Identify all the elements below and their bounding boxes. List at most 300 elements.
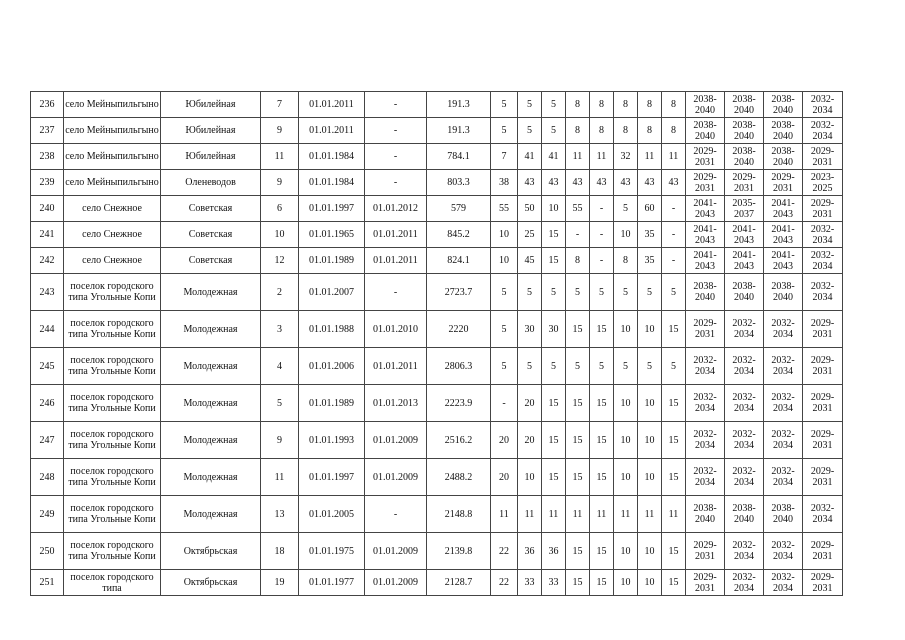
repair-period-cell: 2032-2034 (764, 570, 803, 596)
wear-percent-cell: 38 (491, 170, 518, 196)
wear-percent-cell: 43 (542, 170, 566, 196)
repair-period-cell: 2032-2034 (764, 422, 803, 459)
street-cell: Молодежная (161, 385, 261, 422)
table-body (31, 92, 843, 596)
repair-period-cell: 2029-2031 (803, 533, 843, 570)
repair-date-cell: 01.01.2009 (365, 459, 427, 496)
repair-period-cell: 2035-2037 (725, 196, 764, 222)
wear-percent-cell: 8 (566, 118, 590, 144)
settlement-cell: село Снежное (64, 222, 161, 248)
wear-percent-cell: 8 (566, 92, 590, 118)
street-cell: Юбилейная (161, 144, 261, 170)
repair-date-cell: 01.01.2012 (365, 196, 427, 222)
house-number-cell: 9 (261, 118, 299, 144)
table-row (31, 385, 843, 422)
table-row (31, 170, 843, 196)
table-row (31, 274, 843, 311)
street-cell: Советская (161, 196, 261, 222)
area-cell: 2220 (427, 311, 491, 348)
repair-period-cell: 2032-2034 (803, 92, 843, 118)
wear-percent-cell: 15 (662, 570, 686, 596)
commission-date-cell: 01.01.1997 (299, 196, 365, 222)
commission-date-cell: 01.01.2011 (299, 92, 365, 118)
commission-date-cell: 01.01.2011 (299, 118, 365, 144)
house-number-cell: 9 (261, 422, 299, 459)
wear-percent-cell: 32 (614, 144, 638, 170)
wear-percent-cell: - (590, 222, 614, 248)
repair-period-cell: 2023-2025 (803, 170, 843, 196)
wear-percent-cell: 11 (638, 144, 662, 170)
wear-percent-cell: 5 (542, 348, 566, 385)
repair-period-cell: 2038-2040 (764, 144, 803, 170)
row-number: 250 (31, 533, 64, 570)
settlement-cell: поселок городского типа (64, 570, 161, 596)
repair-period-cell: 2041-2043 (764, 248, 803, 274)
repair-date-cell: - (365, 170, 427, 196)
wear-percent-cell: 10 (491, 222, 518, 248)
wear-percent-cell: 8 (614, 118, 638, 144)
wear-percent-cell: 5 (638, 274, 662, 311)
repair-period-cell: 2038-2040 (686, 92, 725, 118)
repair-period-cell: 2041-2043 (725, 248, 764, 274)
wear-percent-cell: 15 (566, 311, 590, 348)
area-cell: 2806.3 (427, 348, 491, 385)
wear-percent-cell: 25 (518, 222, 542, 248)
wear-percent-cell: 10 (638, 570, 662, 596)
house-number-cell: 18 (261, 533, 299, 570)
repair-date-cell: - (365, 496, 427, 533)
wear-percent-cell: 15 (542, 422, 566, 459)
wear-percent-cell: 10 (614, 422, 638, 459)
wear-percent-cell: 11 (662, 496, 686, 533)
wear-percent-cell: 10 (614, 222, 638, 248)
wear-percent-cell: 5 (614, 274, 638, 311)
repair-period-cell: 2029-2031 (686, 170, 725, 196)
table-row (31, 533, 843, 570)
settlement-cell: село Мейныпильгыно (64, 170, 161, 196)
table-row (31, 570, 843, 596)
area-cell: 2488.2 (427, 459, 491, 496)
wear-percent-cell: 10 (638, 533, 662, 570)
repair-period-cell: 2032-2034 (803, 118, 843, 144)
wear-percent-cell: 15 (542, 222, 566, 248)
wear-percent-cell: 33 (518, 570, 542, 596)
table-row (31, 248, 843, 274)
wear-percent-cell: 5 (491, 92, 518, 118)
commission-date-cell: 01.01.1984 (299, 144, 365, 170)
repair-period-cell: 2041-2043 (764, 196, 803, 222)
wear-percent-cell: 10 (638, 459, 662, 496)
wear-percent-cell: 5 (566, 348, 590, 385)
row-number: 236 (31, 92, 64, 118)
wear-percent-cell: 15 (566, 570, 590, 596)
street-cell: Октябрьская (161, 570, 261, 596)
commission-date-cell: 01.01.1975 (299, 533, 365, 570)
repair-date-cell: 01.01.2011 (365, 222, 427, 248)
wear-percent-cell: 20 (518, 385, 542, 422)
repair-period-cell: 2029-2031 (803, 311, 843, 348)
house-number-cell: 4 (261, 348, 299, 385)
repair-period-cell: 2032-2034 (803, 274, 843, 311)
house-number-cell: 10 (261, 222, 299, 248)
repair-date-cell: 01.01.2013 (365, 385, 427, 422)
repair-date-cell: - (365, 274, 427, 311)
area-cell: 2148.8 (427, 496, 491, 533)
wear-percent-cell: - (662, 196, 686, 222)
street-cell: Молодежная (161, 274, 261, 311)
wear-percent-cell: 10 (518, 459, 542, 496)
repair-period-cell: 2032-2034 (686, 348, 725, 385)
area-cell: 784.1 (427, 144, 491, 170)
wear-percent-cell: 5 (662, 274, 686, 311)
wear-percent-cell: 11 (614, 496, 638, 533)
repair-period-cell: 2038-2040 (686, 274, 725, 311)
wear-percent-cell: 5 (491, 118, 518, 144)
row-number: 248 (31, 459, 64, 496)
wear-percent-cell: 8 (662, 92, 686, 118)
street-cell: Советская (161, 222, 261, 248)
wear-percent-cell: 15 (662, 385, 686, 422)
table-row (31, 311, 843, 348)
wear-percent-cell: 15 (566, 422, 590, 459)
wear-percent-cell: 5 (614, 196, 638, 222)
repair-date-cell: - (365, 92, 427, 118)
repair-period-cell: 2038-2040 (725, 144, 764, 170)
repair-period-cell: 2041-2043 (686, 248, 725, 274)
repair-date-cell: 01.01.2011 (365, 248, 427, 274)
area-cell: 2139.8 (427, 533, 491, 570)
repair-period-cell: 2029-2031 (686, 533, 725, 570)
repair-period-cell: 2038-2040 (764, 274, 803, 311)
house-number-cell: 12 (261, 248, 299, 274)
wear-percent-cell: 5 (566, 274, 590, 311)
wear-percent-cell: 30 (542, 311, 566, 348)
row-number: 251 (31, 570, 64, 596)
wear-percent-cell: 10 (614, 385, 638, 422)
wear-percent-cell: 15 (590, 570, 614, 596)
repair-period-cell: 2038-2040 (764, 92, 803, 118)
wear-percent-cell: - (662, 248, 686, 274)
wear-percent-cell: 15 (542, 248, 566, 274)
house-number-cell: 11 (261, 144, 299, 170)
wear-percent-cell: 30 (518, 311, 542, 348)
house-number-cell: 19 (261, 570, 299, 596)
repair-period-cell: 2029-2031 (686, 570, 725, 596)
repair-period-cell: 2038-2040 (725, 274, 764, 311)
wear-percent-cell: 33 (542, 570, 566, 596)
settlement-cell: поселок городского типа Угольные Копи (64, 385, 161, 422)
settlement-cell: село Снежное (64, 196, 161, 222)
row-number: 238 (31, 144, 64, 170)
settlement-cell: поселок городского типа Угольные Копи (64, 274, 161, 311)
street-cell: Молодежная (161, 496, 261, 533)
repair-date-cell: 01.01.2011 (365, 348, 427, 385)
wear-percent-cell: 11 (590, 496, 614, 533)
area-cell: 824.1 (427, 248, 491, 274)
table-row (31, 348, 843, 385)
repair-period-cell: 2041-2043 (764, 222, 803, 248)
wear-percent-cell: 10 (614, 570, 638, 596)
repair-period-cell: 2029-2031 (803, 422, 843, 459)
wear-percent-cell: 11 (566, 496, 590, 533)
repair-date-cell: 01.01.2009 (365, 570, 427, 596)
repair-period-cell: 2032-2034 (764, 459, 803, 496)
repair-period-cell: 2032-2034 (764, 533, 803, 570)
wear-percent-cell: 36 (518, 533, 542, 570)
settlement-cell: село Мейныпильгыно (64, 118, 161, 144)
wear-percent-cell: 11 (542, 496, 566, 533)
house-number-cell: 7 (261, 92, 299, 118)
wear-percent-cell: 5 (590, 274, 614, 311)
wear-percent-cell: 15 (590, 533, 614, 570)
repair-period-cell: 2038-2040 (725, 496, 764, 533)
wear-percent-cell: 15 (542, 385, 566, 422)
house-number-cell: 5 (261, 385, 299, 422)
row-number: 244 (31, 311, 64, 348)
house-number-cell: 3 (261, 311, 299, 348)
repair-period-cell: 2032-2034 (725, 422, 764, 459)
street-cell: Октябрьская (161, 533, 261, 570)
repair-period-cell: 2032-2034 (764, 311, 803, 348)
wear-percent-cell: 15 (662, 311, 686, 348)
street-cell: Молодежная (161, 311, 261, 348)
wear-percent-cell: 15 (566, 533, 590, 570)
repair-period-cell: 2029-2031 (803, 144, 843, 170)
repair-period-cell: 2032-2034 (725, 533, 764, 570)
wear-percent-cell: 5 (518, 348, 542, 385)
wear-percent-cell: 43 (566, 170, 590, 196)
wear-percent-cell: 36 (542, 533, 566, 570)
repair-period-cell: 2038-2040 (686, 118, 725, 144)
area-cell: 845.2 (427, 222, 491, 248)
repair-period-cell: 2032-2034 (764, 348, 803, 385)
wear-percent-cell: 10 (614, 311, 638, 348)
street-cell: Молодежная (161, 348, 261, 385)
wear-percent-cell: 10 (638, 311, 662, 348)
commission-date-cell: 01.01.1965 (299, 222, 365, 248)
wear-percent-cell: 20 (491, 422, 518, 459)
wear-percent-cell: 15 (566, 459, 590, 496)
wear-percent-cell: 11 (518, 496, 542, 533)
repair-period-cell: 2032-2034 (686, 422, 725, 459)
row-number: 240 (31, 196, 64, 222)
wear-percent-cell: 55 (491, 196, 518, 222)
wear-percent-cell: 5 (518, 118, 542, 144)
housing-table (30, 91, 843, 596)
wear-percent-cell: 60 (638, 196, 662, 222)
row-number: 247 (31, 422, 64, 459)
row-number: 239 (31, 170, 64, 196)
commission-date-cell: 01.01.1997 (299, 459, 365, 496)
table-row (31, 144, 843, 170)
wear-percent-cell: 10 (638, 385, 662, 422)
wear-percent-cell: 15 (566, 385, 590, 422)
wear-percent-cell: 5 (542, 92, 566, 118)
wear-percent-cell: - (662, 222, 686, 248)
settlement-cell: поселок городского типа Угольные Копи (64, 533, 161, 570)
settlement-cell: поселок городского типа Угольные Копи (64, 348, 161, 385)
table-row (31, 459, 843, 496)
repair-period-cell: 2029-2031 (686, 311, 725, 348)
table-row (31, 222, 843, 248)
area-cell: 2223.9 (427, 385, 491, 422)
repair-period-cell: 2032-2034 (803, 496, 843, 533)
table-row (31, 422, 843, 459)
wear-percent-cell: 5 (614, 348, 638, 385)
wear-percent-cell: 43 (518, 170, 542, 196)
table-row (31, 196, 843, 222)
repair-period-cell: 2032-2034 (725, 459, 764, 496)
commission-date-cell: 01.01.1993 (299, 422, 365, 459)
settlement-cell: село Мейныпильгыно (64, 144, 161, 170)
wear-percent-cell: 5 (518, 92, 542, 118)
wear-percent-cell: 22 (491, 570, 518, 596)
repair-period-cell: 2029-2031 (803, 459, 843, 496)
wear-percent-cell: 8 (614, 92, 638, 118)
area-cell: 2723.7 (427, 274, 491, 311)
wear-percent-cell: 11 (566, 144, 590, 170)
house-number-cell: 2 (261, 274, 299, 311)
repair-date-cell: - (365, 118, 427, 144)
wear-percent-cell: 5 (491, 311, 518, 348)
repair-period-cell: 2032-2034 (686, 459, 725, 496)
wear-percent-cell: 45 (518, 248, 542, 274)
repair-period-cell: 2038-2040 (725, 92, 764, 118)
wear-percent-cell: 43 (638, 170, 662, 196)
wear-percent-cell: 11 (638, 496, 662, 533)
wear-percent-cell: 10 (614, 533, 638, 570)
row-number: 242 (31, 248, 64, 274)
repair-period-cell: 2029-2031 (803, 196, 843, 222)
row-number: 246 (31, 385, 64, 422)
repair-period-cell: 2041-2043 (725, 222, 764, 248)
repair-period-cell: 2029-2031 (686, 144, 725, 170)
wear-percent-cell: 8 (590, 92, 614, 118)
wear-percent-cell: 15 (542, 459, 566, 496)
repair-period-cell: 2038-2040 (725, 118, 764, 144)
commission-date-cell: 01.01.1984 (299, 170, 365, 196)
street-cell: Юбилейная (161, 118, 261, 144)
area-cell: 2516.2 (427, 422, 491, 459)
wear-percent-cell: 8 (638, 92, 662, 118)
wear-percent-cell: 11 (491, 496, 518, 533)
repair-period-cell: 2029-2031 (803, 385, 843, 422)
commission-date-cell: 01.01.1988 (299, 311, 365, 348)
repair-period-cell: 2032-2034 (725, 311, 764, 348)
repair-date-cell: - (365, 144, 427, 170)
wear-percent-cell: 43 (662, 170, 686, 196)
street-cell: Оленеводов (161, 170, 261, 196)
wear-percent-cell: 5 (491, 348, 518, 385)
repair-date-cell: 01.01.2010 (365, 311, 427, 348)
repair-period-cell: 2029-2031 (803, 348, 843, 385)
settlement-cell: поселок городского типа Угольные Копи (64, 422, 161, 459)
wear-percent-cell: 10 (638, 422, 662, 459)
wear-percent-cell: 5 (542, 118, 566, 144)
commission-date-cell: 01.01.1977 (299, 570, 365, 596)
wear-percent-cell: 11 (662, 144, 686, 170)
repair-period-cell: 2032-2034 (686, 385, 725, 422)
settlement-cell: село Мейныпильгыно (64, 92, 161, 118)
wear-percent-cell: - (590, 196, 614, 222)
wear-percent-cell: 5 (542, 274, 566, 311)
repair-date-cell: 01.01.2009 (365, 422, 427, 459)
area-cell: 191.3 (427, 118, 491, 144)
wear-percent-cell: 15 (590, 385, 614, 422)
wear-percent-cell: 43 (614, 170, 638, 196)
wear-percent-cell: 35 (638, 222, 662, 248)
repair-period-cell: 2029-2031 (803, 570, 843, 596)
table-row (31, 118, 843, 144)
wear-percent-cell: 10 (614, 459, 638, 496)
wear-percent-cell: 15 (590, 311, 614, 348)
commission-date-cell: 01.01.2006 (299, 348, 365, 385)
settlement-cell: поселок городского типа Угольные Копи (64, 496, 161, 533)
wear-percent-cell: 22 (491, 533, 518, 570)
repair-period-cell: 2032-2034 (803, 222, 843, 248)
table-row (31, 496, 843, 533)
wear-percent-cell: 5 (662, 348, 686, 385)
settlement-cell: поселок городского типа Угольные Копи (64, 311, 161, 348)
repair-period-cell: 2038-2040 (764, 118, 803, 144)
wear-percent-cell: 15 (662, 533, 686, 570)
wear-percent-cell: 15 (662, 459, 686, 496)
repair-period-cell: 2032-2034 (725, 348, 764, 385)
house-number-cell: 9 (261, 170, 299, 196)
house-number-cell: 13 (261, 496, 299, 533)
settlement-cell: село Снежное (64, 248, 161, 274)
house-number-cell: 6 (261, 196, 299, 222)
wear-percent-cell: - (566, 222, 590, 248)
wear-percent-cell: 5 (638, 348, 662, 385)
wear-percent-cell: 8 (638, 118, 662, 144)
wear-percent-cell: 10 (491, 248, 518, 274)
wear-percent-cell: 7 (491, 144, 518, 170)
row-number: 245 (31, 348, 64, 385)
wear-percent-cell: 8 (566, 248, 590, 274)
table-row (31, 92, 843, 118)
street-cell: Молодежная (161, 422, 261, 459)
wear-percent-cell: 5 (518, 274, 542, 311)
wear-percent-cell: 20 (491, 459, 518, 496)
repair-period-cell: 2038-2040 (686, 496, 725, 533)
repair-period-cell: 2032-2034 (803, 248, 843, 274)
wear-percent-cell: 15 (590, 422, 614, 459)
wear-percent-cell: 5 (590, 348, 614, 385)
commission-date-cell: 01.01.2005 (299, 496, 365, 533)
repair-period-cell: 2029-2031 (725, 170, 764, 196)
wear-percent-cell: - (590, 248, 614, 274)
wear-percent-cell: 15 (662, 422, 686, 459)
commission-date-cell: 01.01.1989 (299, 385, 365, 422)
repair-date-cell: 01.01.2009 (365, 533, 427, 570)
document-page (30, 91, 843, 596)
street-cell: Молодежная (161, 459, 261, 496)
wear-percent-cell: - (491, 385, 518, 422)
wear-percent-cell: 50 (518, 196, 542, 222)
wear-percent-cell: 8 (614, 248, 638, 274)
repair-period-cell: 2032-2034 (764, 385, 803, 422)
row-number: 237 (31, 118, 64, 144)
settlement-cell: поселок городского типа Угольные Копи (64, 459, 161, 496)
row-number: 249 (31, 496, 64, 533)
repair-period-cell: 2038-2040 (764, 496, 803, 533)
wear-percent-cell: 8 (662, 118, 686, 144)
street-cell: Юбилейная (161, 92, 261, 118)
row-number: 241 (31, 222, 64, 248)
street-cell: Советская (161, 248, 261, 274)
commission-date-cell: 01.01.2007 (299, 274, 365, 311)
